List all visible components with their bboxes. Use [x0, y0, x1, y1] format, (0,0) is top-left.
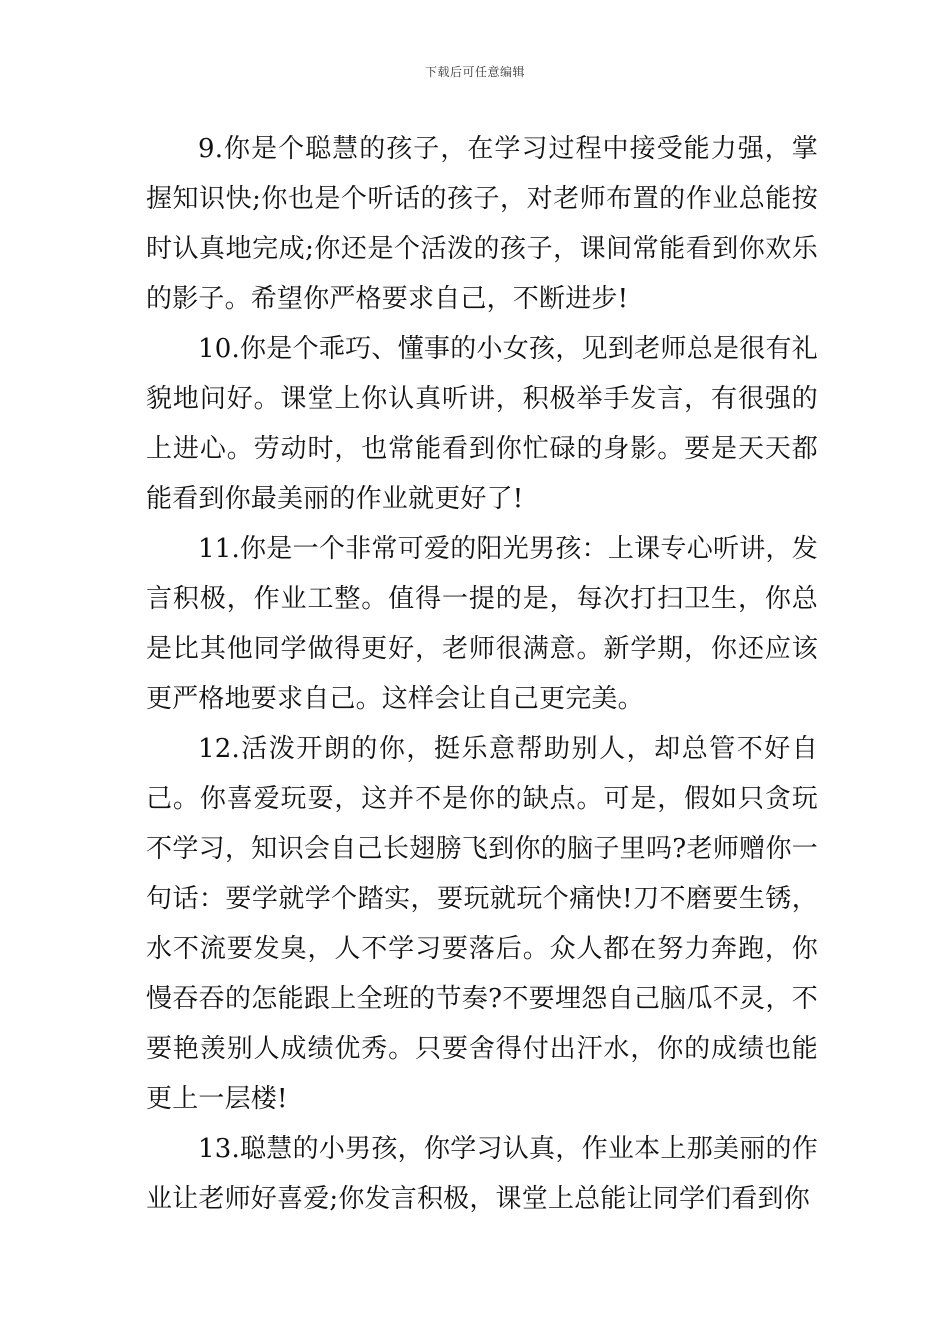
- paragraph-13: 13.聪慧的小男孩，你学习认真，作业本上那美丽的作业让老师好喜爱;你发言积极，课堂上总能让同学们看到你: [146, 1134, 818, 1214]
- paragraph-9: 9.你是个聪慧的孩子，在学习过程中接受能力强，掌握知识快;你也是个听话的孩子，对老师布置的作业总能按时认真地完成;你还是个活泼的孩子，课间常能看到你欢乐的影子。希望你严格要求自己，不断进步!: [146, 134, 818, 314]
- paragraph-12: 12.活泼开朗的你，挺乐意帮助别人，却总管不好自己。你喜爱玩耍，这并不是你的缺点。可是，假如只贪玩不学习，知识会自己长翅膀飞到你的脑子里吗?老师赠你一句话：要学就学个踏实，要玩就玩个痛快!刀不磨要生锈，水不流要发臭，人不学习要落后。众人都在努力奔跑，你慢吞吞的怎能跟上全班的节奏?不要埋怨自己脑瓜不灵，不要艳羡别人成绩优秀。只要舍得付出汗水，你的成绩也能更上一层楼!: [146, 734, 818, 1114]
- paragraph-10: 10.你是个乖巧、懂事的小女孩，见到老师总是很有礼貌地问好。课堂上你认真听讲，积极举手发言，有很强的上进心。劳动时，也常能看到你忙碌的身影。要是天天都能看到你最美丽的作业就更好了!: [146, 334, 818, 514]
- document-body: [146, 124, 818, 1224]
- page-header: 下载后可任意编辑: [424, 65, 525, 79]
- paragraph-11: 11.你是一个非常可爱的阳光男孩：上课专心听讲，发言积极，作业工整。值得一提的是，每次打扫卫生，你总是比其他同学做得更好，老师很满意。新学期，你还应该更严格地要求自己。这样会让自己更完美。: [146, 534, 818, 714]
